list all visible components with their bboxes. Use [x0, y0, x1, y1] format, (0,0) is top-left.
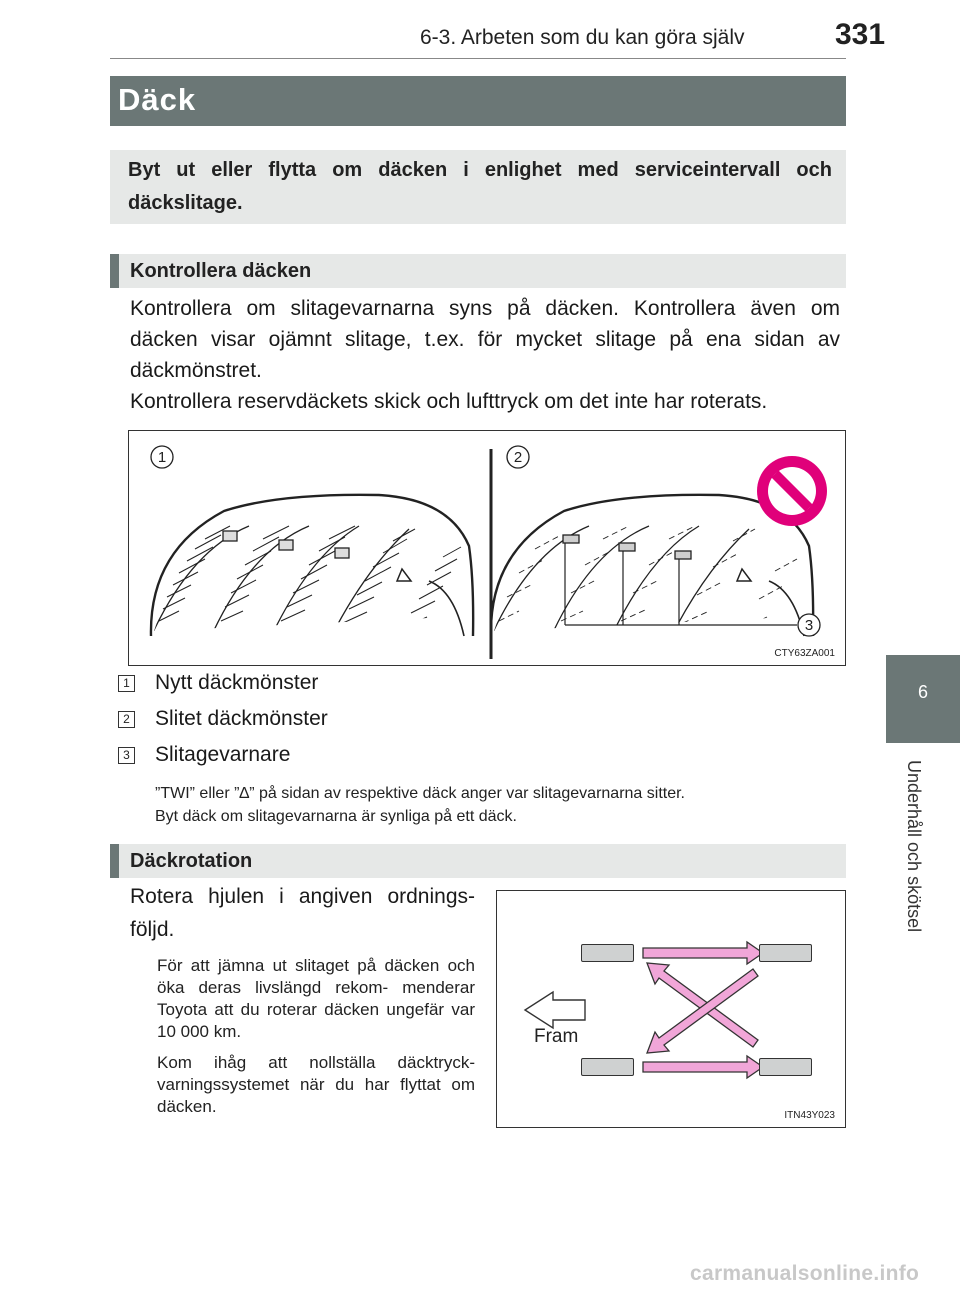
svg-text:2: 2 [513, 449, 523, 466]
callout-1 [151, 446, 173, 468]
callout-2 [507, 446, 529, 468]
intro-text: Byt ut eller flytta om däcken i enlighet med serviceintervall och däckslitage. [128, 159, 832, 214]
callout-3 [798, 614, 820, 636]
new-tread-tire [149, 495, 473, 641]
rotation-heading: Däckrotation [130, 850, 253, 872]
running-header-section: 6-3. Arbeten som du kan göra själv [420, 26, 745, 49]
wheel-front-right [759, 944, 812, 962]
watermark: carmanualsonline.info [690, 1262, 920, 1285]
chapter-label: Underhåll och skötsel [904, 760, 924, 933]
front-label: Fram [534, 1026, 579, 1047]
legend-label-2: Slitet däckmönster [155, 707, 328, 730]
worn-tread-tire [489, 495, 813, 641]
check-heading-accent [110, 254, 119, 288]
header-rule [110, 58, 846, 59]
legend-label-1: Nytt däckmönster [155, 671, 319, 694]
svg-text:1: 1 [157, 449, 167, 466]
rotation-note-2: Kom ihåg att nollställa däcktryck- varningssystemet när du har flyttat om däcken. [157, 1053, 475, 1116]
replace-note: Byt däck om slitagevarnarna är synliga på ett däck. [155, 808, 517, 825]
legend-label-3: Slitagevarnare [155, 743, 291, 766]
twi-note: ”TWI” eller ”∆” på sidan av respektive däck anger var slitagevarnarna sitter. [155, 785, 685, 802]
figure-code: CTY63ZA001 [774, 648, 835, 659]
wheel-rear-left [581, 1058, 634, 1076]
legend-badge-3: 3 [118, 747, 135, 764]
tire-wear-figure [128, 430, 846, 666]
page-title: Däck [118, 82, 197, 117]
arrow-rear-left-to-rear-right [643, 1056, 763, 1078]
tire-wear-illustration [129, 431, 845, 665]
rotation-paragraph: Rotera hjulen i angiven ordnings- följd. [130, 885, 475, 941]
arrow-front-left-to-front-right [643, 942, 763, 964]
rotation-arrows [497, 891, 845, 1127]
check-paragraph-2: Kontrollera reservdäckets skick och lufttryck om det inte har roterats. [130, 390, 768, 413]
wheel-front-left [581, 944, 634, 962]
twi-triangle-icon [737, 569, 751, 581]
title-bar [110, 76, 846, 126]
rotation-note-1: För att jämna ut slitaget på däcken och öka deras livslängd rekom- menderar Toyota att du roterar däcken ungefär var 10 000 km. [157, 956, 475, 1041]
svg-text:3: 3 [804, 617, 814, 634]
rotation-figure [496, 890, 846, 1128]
check-paragraph-1: Kontrollera om slitagevarnarna syns på däcken. Kontrollera även om däcken visar ojämnt slitage, t.ex. för mycket slitage på ena sidan av däckmönstret. [130, 297, 840, 382]
prohibition-icon [757, 456, 827, 526]
chapter-number: 6 [917, 682, 928, 702]
legend-badge-2: 2 [118, 711, 135, 728]
front-direction-arrow-icon [525, 992, 585, 1028]
wheel-rear-right [759, 1058, 812, 1076]
twi-triangle-icon [397, 569, 411, 581]
rotation-heading-accent [110, 844, 119, 878]
figure-code: ITN43Y023 [784, 1110, 835, 1121]
page-number: 331 [835, 18, 886, 51]
check-heading: Kontrollera däcken [130, 260, 312, 282]
legend-badge-1: 1 [118, 675, 135, 692]
